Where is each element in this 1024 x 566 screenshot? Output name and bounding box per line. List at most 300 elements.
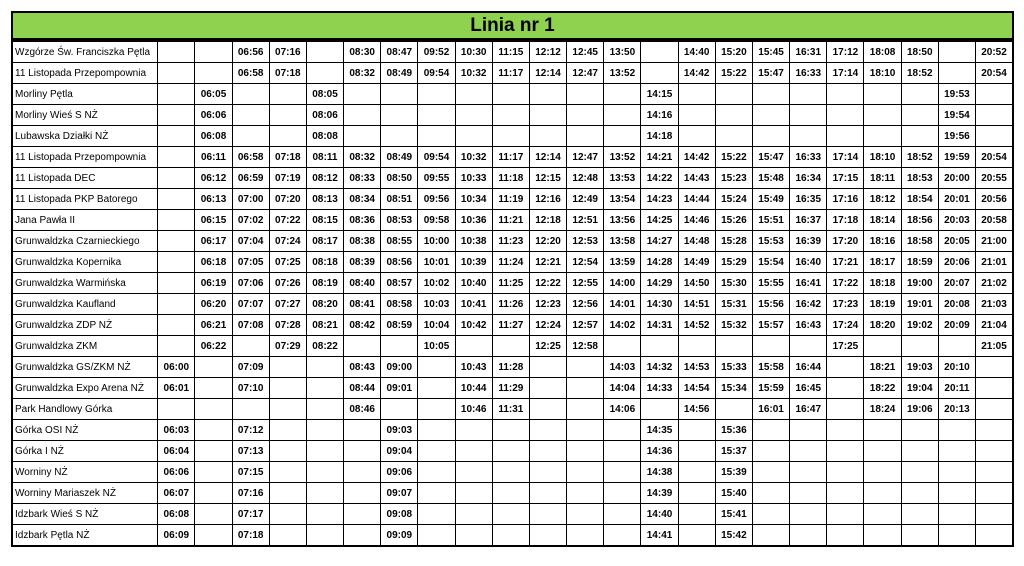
departure-time: 15:40 [715, 483, 752, 504]
departure-time: 07:17 [232, 504, 269, 525]
departure-time: 11:17 [492, 63, 529, 84]
departure-time [678, 126, 715, 147]
departure-time [827, 84, 864, 105]
departure-time: 18:10 [864, 147, 901, 168]
departure-time [938, 41, 975, 63]
departure-time [529, 378, 566, 399]
departure-time: 19:56 [938, 126, 975, 147]
departure-time: 07:25 [269, 252, 306, 273]
departure-time [864, 441, 901, 462]
departure-time: 11:18 [492, 168, 529, 189]
departure-time: 10:30 [455, 41, 492, 63]
departure-time [752, 336, 789, 357]
departure-time [529, 399, 566, 420]
departure-time: 07:20 [269, 189, 306, 210]
departure-time [269, 462, 306, 483]
departure-time: 14:30 [641, 294, 678, 315]
departure-time: 21:04 [976, 315, 1014, 336]
stop-name: Górka I NŻ [12, 441, 158, 462]
departure-time: 08:47 [381, 41, 418, 63]
departure-time [790, 84, 827, 105]
departure-time [381, 399, 418, 420]
departure-time: 10:32 [455, 147, 492, 168]
departure-time: 10:40 [455, 273, 492, 294]
departure-time [492, 336, 529, 357]
departure-time [976, 357, 1014, 378]
departure-time: 12:12 [529, 41, 566, 63]
departure-time: 16:45 [790, 378, 827, 399]
stop-row [12, 126, 1013, 147]
departure-time [715, 105, 752, 126]
departure-time [529, 420, 566, 441]
departure-time: 14:04 [604, 378, 641, 399]
departure-time: 07:10 [232, 378, 269, 399]
departure-time: 14:18 [641, 126, 678, 147]
departure-time: 20:13 [938, 399, 975, 420]
departure-time: 14:16 [641, 105, 678, 126]
departure-time: 20:05 [938, 231, 975, 252]
departure-time [678, 336, 715, 357]
departure-time: 20:09 [938, 315, 975, 336]
departure-time: 16:39 [790, 231, 827, 252]
departure-time [158, 105, 195, 126]
departure-time: 15:57 [752, 315, 789, 336]
departure-time [492, 441, 529, 462]
departure-time [976, 420, 1014, 441]
departure-time: 07:08 [232, 315, 269, 336]
departure-time: 15:56 [752, 294, 789, 315]
departure-time: 14:53 [678, 357, 715, 378]
departure-time: 15:32 [715, 315, 752, 336]
departure-time [195, 483, 232, 504]
departure-time: 14:21 [641, 147, 678, 168]
departure-time: 14:32 [641, 357, 678, 378]
departure-time [641, 41, 678, 63]
departure-time [381, 336, 418, 357]
departure-time: 11:27 [492, 315, 529, 336]
departure-time [195, 399, 232, 420]
departure-time: 08:34 [344, 189, 381, 210]
departure-time: 14:54 [678, 378, 715, 399]
departure-time: 12:14 [529, 63, 566, 84]
departure-time: 17:22 [827, 273, 864, 294]
departure-time [529, 483, 566, 504]
departure-time [492, 483, 529, 504]
departure-time: 15:42 [715, 525, 752, 547]
departure-time: 14:42 [678, 63, 715, 84]
departure-time [492, 525, 529, 547]
departure-time [604, 420, 641, 441]
departure-time: 12:25 [529, 336, 566, 357]
departure-time [938, 441, 975, 462]
stop-name: Grunwaldzka Kaufland [12, 294, 158, 315]
departure-time [976, 126, 1014, 147]
departure-time: 17:14 [827, 147, 864, 168]
departure-time: 18:08 [864, 41, 901, 63]
departure-time: 11:23 [492, 231, 529, 252]
departure-time [195, 420, 232, 441]
departure-time [158, 168, 195, 189]
departure-time: 07:26 [269, 273, 306, 294]
departure-time: 15:23 [715, 168, 752, 189]
departure-time: 06:07 [158, 483, 195, 504]
departure-time: 17:25 [827, 336, 864, 357]
stop-row [12, 273, 1013, 294]
departure-time: 18:21 [864, 357, 901, 378]
departure-time: 14:36 [641, 441, 678, 462]
departure-time: 18:14 [864, 210, 901, 231]
departure-time: 11:25 [492, 273, 529, 294]
departure-time: 14:03 [604, 357, 641, 378]
departure-time: 09:54 [418, 63, 455, 84]
departure-time [306, 378, 343, 399]
departure-time [827, 126, 864, 147]
departure-time: 18:12 [864, 189, 901, 210]
departure-time [529, 84, 566, 105]
departure-time: 10:32 [455, 63, 492, 84]
stop-row [12, 504, 1013, 525]
departure-time [418, 504, 455, 525]
departure-time [418, 483, 455, 504]
departure-time: 12:47 [567, 63, 604, 84]
departure-time: 08:49 [381, 147, 418, 168]
departure-time [901, 105, 938, 126]
departure-time [567, 525, 604, 547]
departure-time [158, 252, 195, 273]
departure-time: 08:38 [344, 231, 381, 252]
departure-time [567, 126, 604, 147]
departure-time: 08:18 [306, 252, 343, 273]
departure-time: 14:41 [641, 525, 678, 547]
departure-time [455, 420, 492, 441]
departure-time: 14:46 [678, 210, 715, 231]
stop-row [12, 441, 1013, 462]
departure-time: 14:01 [604, 294, 641, 315]
departure-time: 07:18 [269, 63, 306, 84]
departure-time [790, 441, 827, 462]
departure-time [344, 126, 381, 147]
departure-time: 10:41 [455, 294, 492, 315]
departure-time [455, 525, 492, 547]
departure-time: 15:37 [715, 441, 752, 462]
departure-time [418, 378, 455, 399]
departure-time: 06:00 [158, 357, 195, 378]
departure-time: 11:29 [492, 378, 529, 399]
departure-time: 20:58 [976, 210, 1014, 231]
stop-name: Idzbark Pętla NŻ [12, 525, 158, 547]
departure-time: 08:08 [306, 126, 343, 147]
departure-time [418, 357, 455, 378]
departure-time [604, 525, 641, 547]
departure-time: 14:49 [678, 252, 715, 273]
departure-time: 10:00 [418, 231, 455, 252]
departure-time [864, 525, 901, 547]
departure-time: 07:04 [232, 231, 269, 252]
departure-time: 18:19 [864, 294, 901, 315]
departure-time [678, 462, 715, 483]
departure-time [604, 105, 641, 126]
departure-time [715, 336, 752, 357]
departure-time: 17:20 [827, 231, 864, 252]
departure-time [790, 105, 827, 126]
departure-time: 17:18 [827, 210, 864, 231]
departure-time [604, 441, 641, 462]
stop-row [12, 483, 1013, 504]
departure-time: 18:58 [901, 231, 938, 252]
departure-time: 13:52 [604, 147, 641, 168]
departure-time: 07:29 [269, 336, 306, 357]
departure-time: 13:53 [604, 168, 641, 189]
departure-time: 09:01 [381, 378, 418, 399]
departure-time [641, 399, 678, 420]
departure-time: 06:19 [195, 273, 232, 294]
departure-time [976, 525, 1014, 547]
departure-time [976, 378, 1014, 399]
departure-time: 08:05 [306, 84, 343, 105]
departure-time: 07:15 [232, 462, 269, 483]
departure-time: 08:51 [381, 189, 418, 210]
departure-time: 11:21 [492, 210, 529, 231]
departure-time [752, 504, 789, 525]
departure-time: 14:52 [678, 315, 715, 336]
departure-time [344, 462, 381, 483]
departure-time: 12:15 [529, 168, 566, 189]
departure-time: 08:42 [344, 315, 381, 336]
departure-time [269, 84, 306, 105]
departure-time: 08:46 [344, 399, 381, 420]
stop-row [12, 336, 1013, 357]
departure-time [195, 441, 232, 462]
departure-time: 08:32 [344, 63, 381, 84]
departure-time: 14:00 [604, 273, 641, 294]
departure-time [306, 41, 343, 63]
departure-time: 15:28 [715, 231, 752, 252]
departure-time: 08:13 [306, 189, 343, 210]
stop-name: Morliny Pętla [12, 84, 158, 105]
departure-time [418, 525, 455, 547]
departure-time: 08:55 [381, 231, 418, 252]
departure-time [827, 399, 864, 420]
departure-time: 08:33 [344, 168, 381, 189]
departure-time: 15:36 [715, 420, 752, 441]
departure-time: 19:01 [901, 294, 938, 315]
departure-time: 06:56 [232, 41, 269, 63]
departure-time [455, 441, 492, 462]
stop-row [12, 147, 1013, 168]
departure-time [455, 462, 492, 483]
departure-time: 18:54 [901, 189, 938, 210]
departure-time [938, 504, 975, 525]
departure-time: 09:03 [381, 420, 418, 441]
stop-row [12, 41, 1013, 63]
departure-time: 14:48 [678, 231, 715, 252]
departure-time [641, 336, 678, 357]
departure-time [678, 441, 715, 462]
departure-time [827, 483, 864, 504]
departure-time [715, 126, 752, 147]
departure-time [567, 84, 604, 105]
departure-time: 18:56 [901, 210, 938, 231]
departure-time [195, 525, 232, 547]
departure-time: 19:06 [901, 399, 938, 420]
departure-time [567, 399, 604, 420]
departure-time [715, 399, 752, 420]
departure-time: 15:20 [715, 41, 752, 63]
departure-time [529, 441, 566, 462]
departure-time: 14:27 [641, 231, 678, 252]
departure-time [752, 420, 789, 441]
departure-time [864, 336, 901, 357]
departure-time: 10:03 [418, 294, 455, 315]
departure-time: 19:54 [938, 105, 975, 126]
departure-time [790, 483, 827, 504]
departure-time [604, 336, 641, 357]
departure-time: 20:54 [976, 63, 1014, 84]
departure-time: 20:07 [938, 273, 975, 294]
departure-time: 11:26 [492, 294, 529, 315]
departure-time: 07:05 [232, 252, 269, 273]
stop-row [12, 189, 1013, 210]
departure-time: 14:38 [641, 462, 678, 483]
departure-time [158, 336, 195, 357]
departure-time: 13:59 [604, 252, 641, 273]
departure-time: 08:30 [344, 41, 381, 63]
departure-time: 18:18 [864, 273, 901, 294]
departure-time: 12:48 [567, 168, 604, 189]
departure-time: 10:36 [455, 210, 492, 231]
departure-time: 17:14 [827, 63, 864, 84]
departure-time [901, 441, 938, 462]
departure-time [158, 84, 195, 105]
departure-time [678, 525, 715, 547]
departure-time: 06:05 [195, 84, 232, 105]
departure-time: 14:44 [678, 189, 715, 210]
departure-time: 12:57 [567, 315, 604, 336]
departure-time: 14:31 [641, 315, 678, 336]
departure-time: 12:53 [567, 231, 604, 252]
departure-time: 15:22 [715, 63, 752, 84]
departure-time [195, 41, 232, 63]
departure-time: 14:42 [678, 147, 715, 168]
departure-time [604, 504, 641, 525]
stop-name: Grunwaldzka ZKM [12, 336, 158, 357]
departure-time: 15:58 [752, 357, 789, 378]
departure-time: 10:02 [418, 273, 455, 294]
departure-time: 12:16 [529, 189, 566, 210]
departure-time [158, 273, 195, 294]
departure-time: 15:59 [752, 378, 789, 399]
departure-time [455, 84, 492, 105]
departure-time [306, 63, 343, 84]
departure-time: 06:06 [158, 462, 195, 483]
departure-time [158, 294, 195, 315]
departure-time [678, 84, 715, 105]
departure-time [455, 105, 492, 126]
departure-time: 09:06 [381, 462, 418, 483]
departure-time: 18:53 [901, 168, 938, 189]
departure-time: 07:18 [269, 147, 306, 168]
departure-time: 07:18 [232, 525, 269, 547]
departure-time: 12:22 [529, 273, 566, 294]
departure-time [344, 105, 381, 126]
stop-row [12, 315, 1013, 336]
departure-time: 20:06 [938, 252, 975, 273]
departure-time: 20:52 [976, 41, 1014, 63]
stop-row [12, 294, 1013, 315]
departure-time: 06:06 [195, 105, 232, 126]
departure-time [827, 441, 864, 462]
line-title: Linia nr 1 [11, 11, 1014, 40]
departure-time: 07:16 [232, 483, 269, 504]
departure-time: 16:37 [790, 210, 827, 231]
departure-time: 20:11 [938, 378, 975, 399]
departure-time [344, 525, 381, 547]
departure-time [752, 525, 789, 547]
departure-time [455, 126, 492, 147]
departure-time: 15:31 [715, 294, 752, 315]
departure-time [344, 84, 381, 105]
departure-time: 08:17 [306, 231, 343, 252]
departure-time: 08:06 [306, 105, 343, 126]
departure-time: 12:55 [567, 273, 604, 294]
departure-time [752, 441, 789, 462]
departure-time: 12:56 [567, 294, 604, 315]
departure-time [269, 126, 306, 147]
departure-time: 20:00 [938, 168, 975, 189]
stop-row [12, 231, 1013, 252]
departure-time [232, 126, 269, 147]
departure-time: 09:04 [381, 441, 418, 462]
departure-time [344, 336, 381, 357]
departure-time: 06:04 [158, 441, 195, 462]
departure-time [306, 483, 343, 504]
departure-time: 08:19 [306, 273, 343, 294]
departure-time [158, 399, 195, 420]
departure-time [158, 147, 195, 168]
departure-time [976, 105, 1014, 126]
departure-time [567, 357, 604, 378]
departure-time [938, 420, 975, 441]
departure-time [827, 525, 864, 547]
departure-time [232, 84, 269, 105]
departure-time [790, 504, 827, 525]
departure-time: 08:56 [381, 252, 418, 273]
departure-time [306, 399, 343, 420]
departure-time [678, 504, 715, 525]
departure-time: 18:22 [864, 378, 901, 399]
stop-row [12, 399, 1013, 420]
stop-name: Grunwaldzka Expo Arena NŻ [12, 378, 158, 399]
departure-time: 18:20 [864, 315, 901, 336]
departure-time [381, 105, 418, 126]
departure-time: 20:54 [976, 147, 1014, 168]
departure-time: 14:40 [678, 41, 715, 63]
departure-time: 16:33 [790, 63, 827, 84]
departure-time: 07:28 [269, 315, 306, 336]
departure-time: 14:51 [678, 294, 715, 315]
departure-time [938, 63, 975, 84]
stop-name: Idzbark Wieś S NŻ [12, 504, 158, 525]
departure-time [864, 126, 901, 147]
departure-time [604, 462, 641, 483]
departure-time: 08:40 [344, 273, 381, 294]
departure-time: 08:39 [344, 252, 381, 273]
departure-time: 10:38 [455, 231, 492, 252]
departure-time [158, 63, 195, 84]
departure-time [455, 483, 492, 504]
departure-time: 09:55 [418, 168, 455, 189]
departure-time [158, 231, 195, 252]
